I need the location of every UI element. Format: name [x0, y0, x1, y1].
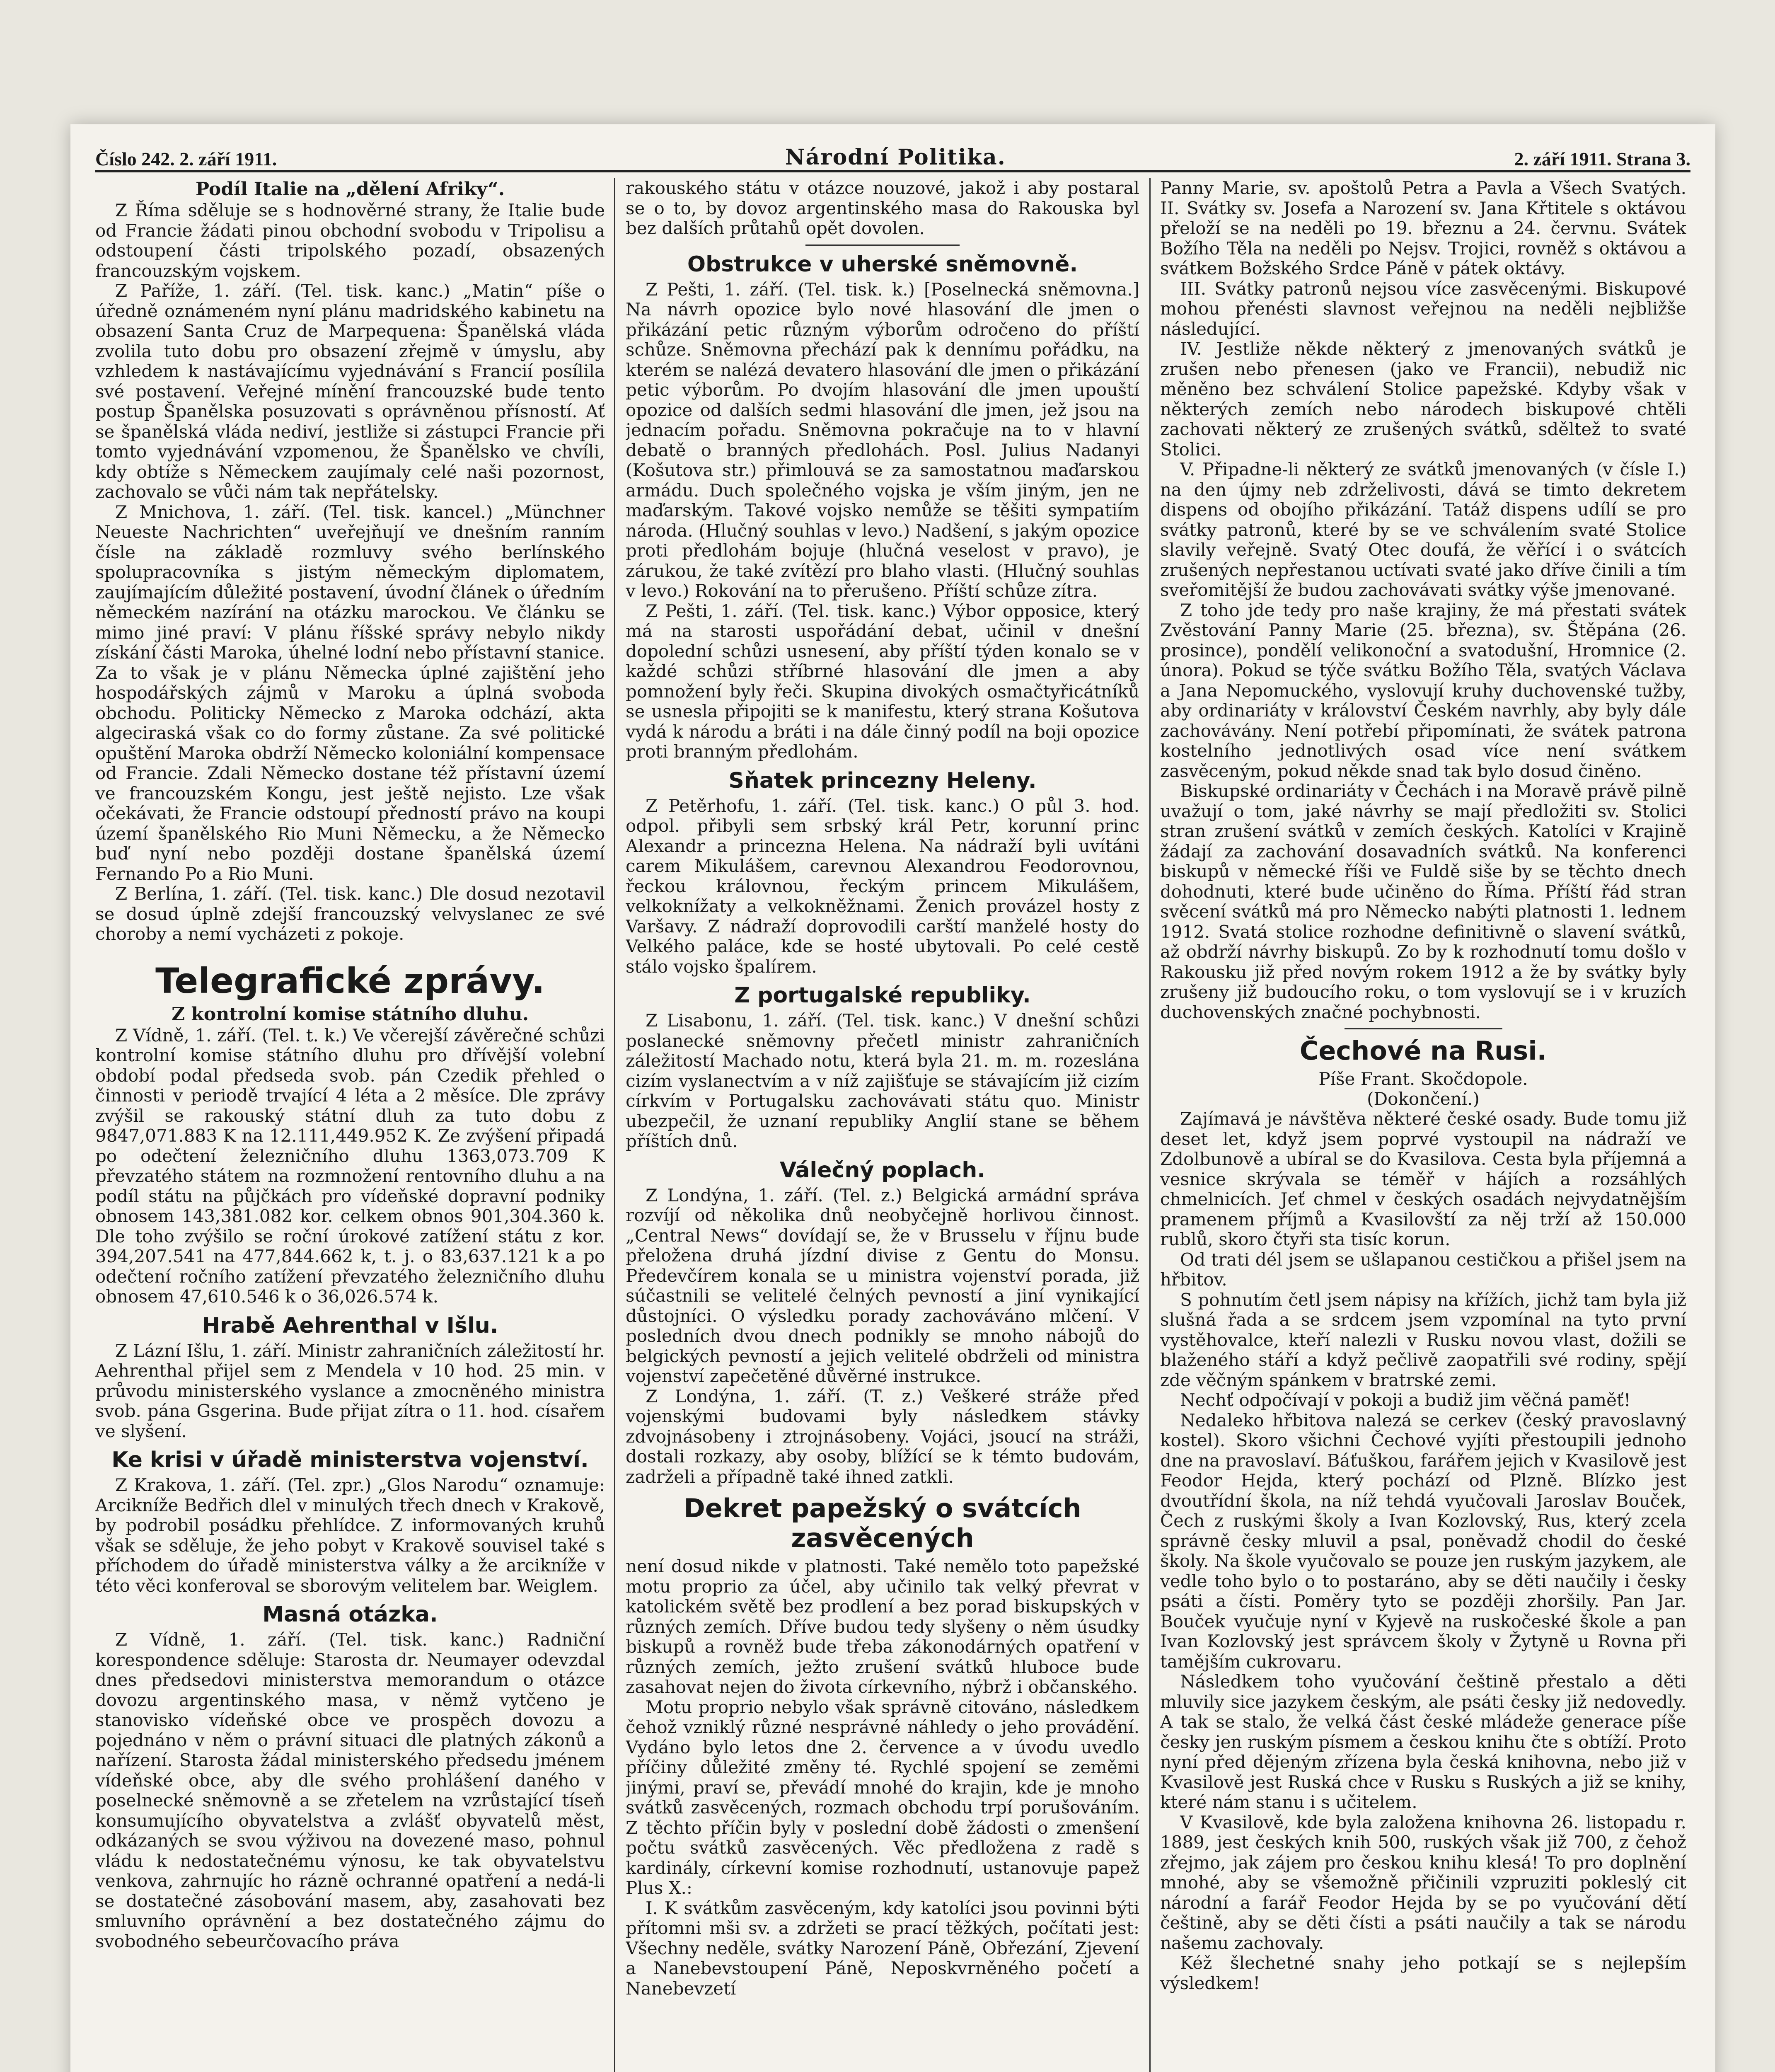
article-heading: Podíl Italie na „dělení Afriky“. — [195, 179, 505, 200]
article-paragraph: Nedaleko hřbitova nalezá se cerkev (český pravoslavný kostel). Skoro všichni Čechové vyjíti přestoupili jednoho dne na pravoslaví. Báťuškou, farářem jejich v Kvasilově jest Feodor Hejda, který pochází od Plzně. Blízko jest dvoutřídní škola, na níž tehdá vyučovali Jaroslav Bouček, Čech z ruskými školy a Ivan Kozlovský, Rus, který zcela správně česky mluvil a psal, poněvadž chodil do české školy. Na škole vyučovalo se pouze jen ruským jazykem, ale vedle toho bylo o to postaráno, aby se děti naučily i česky psáti a čísti. Poměry tyto se později zhoršily. Pan Jar. Bouček vyučuje nyní v Kyjevě na ruskočeské škole a pan Ivan Kozlovský jest správcem školy v Žytyně u Rovna při tamějším cukrovaru. — [1160, 1410, 1686, 1672]
page-header — [95, 141, 1690, 172]
column-1 — [95, 178, 605, 2072]
article-paragraph: Z Paříže, 1. září. (Tel. tisk. kanc.) „Matin“ píše o úředně oznámeném nyní plánu madridského kabinetu na obsazení Santa Cruz de Marpequena: Španělská vláda zvolila tuto dobu pro obsazení zřejmě v úmyslu, aby vzhledem k nastávajícímu vyjednávání s Francií posílila své postavení. Veřejné mínění francouzské bude tento postup Španělska posuzovati s oprávněnou přísností. Ať se španělská vláda nediví, jestliže si zástupci Francie při tomto vyjednávání vzpomenou, že Španělsko ve chvíli, kdy obtíže s Německem zaujímaly celé naši pozornost, zachovalo se vůči nám tak nepřátelsky. — [95, 281, 605, 502]
article-paragraph: IV. Jestliže někde některý z jmenovaných svátků je zrušen nebo přenesen (jako ve Francii), nebudiž nic měněno bez schválení Stolice papežské. Kdyby však v některých zemích nebo národech biskupové chtěli zachovati některý ze zrušených svátků, sděltež to svaté Stolici. — [1160, 339, 1686, 460]
article-paragraph: Z Pešti, 1. září. (Tel. tisk. kanc.) Výbor opposice, který má na starosti uspořádání debat, učinil v dnešní dopolední schůzi usnesení, aby příští týden konalo se v každé schůzi stříbrné hlasování dle jmen a aby pomnožení byly řeči. Skupina divokých osmačtyřicátníků se usnesla připojiti se k manifestu, který strana Košutova vydá k národu a bráti i na dále činný podíl na boji opozice proti branným předlohám. — [626, 600, 1139, 762]
article-paragraph: Z Krakova, 1. září. (Tel. zpr.) „Glos Narodu“ oznamuje: Arcikníže Bedřich dlel v minulých třech dnech v Krakově, by podrobil posádku přehlídce. Z informovaných kruhů však se sděluje, že jeho pobyt v Krakově souvisel také s příchodem do úřadě ministerstva války a že arcikníže v této věci konferoval se sborovým velitelem bar. Weiglem. — [95, 1475, 605, 1596]
article-paragraph: Z Vídně, 1. září. (Tel. tisk. kanc.) Radniční korespondence sděluje: Starosta dr. Neumayer odevzdal dnes předsedovi ministerstva memorandum o otázce dovozu argentinského masa, v němž vytčeno je stanovisko vídeňské obce ve prospěch dovozu a pojednáno v něm o právní situaci dle platných zákonů a nařízení. Starosta žádal ministerského předsedu jménem vídeňské obce, aby dle svého prohlášení daného v poselnecké sněmovně a se zřetelem na vzrůstající tíseň konsumujícího obyvatelstva a zvlášť obyvatelů měst, odkázaných se svou výživou na dovezené maso, pohnul vládu k nedostatečnému výnosu, ke tak obyvatelstvu venkova, zahrnujíc ho rázně ochranné opatření a nedá-li se dostatečné zásobování masem, aby, zasahovati bez smluvního oprávnění a bez dostatečného zájmu do svobodného sebeurčovacího práva — [95, 1629, 605, 1951]
article-paragraph: Zajímavá je návštěva některé české osady. Bude tomu již deset let, když jsem poprvé vystoupil na nádraží ve Zdolbunově a ubíral se do Kvasilova. Cesta byla příjemná a vesnice skrývala se téměř v hájích a rozsáhlých chmelnicích. Jeť chmel v českých osadách nejvydatnějším pramenem příjmů a Kvasilovští za něj trží až 150.000 rublů, skoro čtyři sta tisíc korun. — [1160, 1109, 1686, 1249]
article-paragraph: V. Připadne-li některý ze svátků jmenovaných (v čísle I.) na den újmy neb zdrželivosti, dává se timto dekretem dispens od obojího přikázání. Tatáž dispens udílí se pro svátky patronů, které by se ve schválením svaté Stolice slavily veřejně. Svatý Otec doufá, že věřící i o svátcích zrušených nepřestanou uctívati svaté jako dříve činili a tím sveřomitější že budou zachovávati svátky výše jmenované. — [1160, 459, 1686, 600]
article-paragraph: Panny Marie, sv. apoštolů Petra a Pavla a Všech Svatých. II. Svátky sv. Josefa a Narození sv. Jana Křtitele s oktávou přeloží se na neděli po 19. březnu a 24. červnu. Svátek Božího Těla na neděli po Nejsv. Trojici, rovněž s oktávou a svátkem Božského Srdce Páně v pátek oktávy. — [1160, 178, 1686, 278]
article-paragraph: není dosud nikde v platnosti. Také nemělo toto papežské motu proprio za účel, aby učinilo tak velký převrat v katolickém světě bez prodlení a bez porad biskupských v různých zemích. Dříve budou tedy slyšeny o něm úsudky biskupů a rovněž bude třeba zákonodárných opatření v různých zemích, ježto zrušení svátků hluboce bude zasahovat nejen do života církevního, nýbrž i občanského. — [626, 1556, 1139, 1697]
article-heading: Dekret papežský o svátcích zasvěcených — [684, 1493, 1081, 1553]
article-heading: Čechové na Rusi. — [1299, 1036, 1547, 1066]
article-paragraph: Z Říma sděluje se s hodnověrné strany, že Italie bude od Francie žádati pinou obchodní svobodu v Tripolisu a odstoupení části tripolského pozadí, obsazených francouzským vojskem. — [95, 200, 605, 281]
article-heading: Ke krisi v úřadě ministerstva vojenství. — [111, 1447, 589, 1472]
byline-note: (Dokončení.) — [1367, 1089, 1480, 1109]
article-paragraph: Kéž šlechetné snahy jeho potkají se s nejlepším výsledkem! — [1160, 1953, 1686, 1993]
article-paragraph: Následkem toho vyučování češtině přestalo a děti mluvily sice jazykem českým, ale psáti česky již nedovedly. A tak se stalo, že velká část české mládeže generace píše česky jen ruským písmem a českou knihu čte s obtíží. Proto nyní před dějeným zřízena byla česká knihovna, nebo již v Kvasilově jest Ruská chce v Rusku s Ruských a již se knihy, které nám stanu i s učitelem. — [1160, 1671, 1686, 1812]
article-paragraph: Nechť odpočívají v pokoji a budiž jim věčná paměť! — [1180, 1390, 1631, 1410]
article-heading: Sňatek princezny Heleny. — [728, 768, 1037, 793]
article-paragraph: Z Londýna, 1. září. (T. z.) Veškeré stráže před vojenskými budovami byly následkem stávky zdvojnásobeny i ztrojnásobeny. Vojáci, jsoucí na stráži, dostali rozkazy, aby osoby, blížící se k témto budovám, zadrželi a případně také ihned zatkli. — [626, 1386, 1139, 1487]
article-paragraph: I. K svátkům zasvěceným, kdy katolíci jsou povinni býti přítomni mši sv. a zdržeti se prací těžkých, počítati jest: Všechny neděle, svátky Narození Páně, Obřezání, Zjevení a Nanebevstoupení Páně, Neposkvrněného početí a Nanebevzetí — [626, 1898, 1139, 1999]
article-heading: Z kontrolní komise státního dluhu. — [171, 1003, 529, 1025]
article-paragraph: Z Berlína, 1. září. (Tel. tisk. kanc.) Dle dosud nezotavil se dosud úplně zdejší francouzský velvyslanec ze své choroby a nemí vycházeti z pokoje. — [95, 884, 605, 944]
masthead-title: Národní Politika. — [785, 145, 1006, 170]
article-heading: Hrabě Aehrenthal v Išlu. — [202, 1313, 498, 1338]
article-paragraph: Z Vídně, 1. září. (Tel. t. k.) Ve včerejší závěrečné schůzi kontrolní komise státního dluhu pro dřívější volební období podal předseda svob. pán Czedik přehled o činnosti v periodě trvající 4 léta a 2 měsíce. Dle zprávy zvýšil se rakouský státní dluh za tuto dobu z 9847,071.883 K na 12.111,449.952 K. Ze zvýšení připadá po odečtení železničního dluhu 1363,073.709 K převzatého státem na rozmnožení rentovního dluhu a na podíl státu na půjčkách pro vídeňské dopravní podniky obnosem 143,381.082 kor. celkem obnos 901,304.360 k. Dle toho zvýšilo se roční úrokové zatížení státu z kor. 394,207.541 na 477,844.662 k, t. j. o 83,637.121 k a po odečtení ročního zatížení převzatého železničního dluhu obnosem 47,610.546 k o 36,026.574 k. — [95, 1025, 605, 1307]
column-3 — [1160, 178, 1686, 2072]
article-paragraph: Z Mnichova, 1. září. (Tel. tisk. kancel.) „Münchner Neueste Nachrichten“ uveřejňují ve dnešním ranním čísle na základě rozmluvy svého berlínského spolupracovníka s jistým německým diplomatem, zaujímajícím důležité postavení, úvodní článek o úředním německém nazírání na otázku marockou. Ve článku se mimo jiné praví: V plánu říšské správy nebylo nikdy získání části Maroka, úhelné lodní nebo přístavní stanice. Za to však je v plánu Německa úplné zajištění jeho hospodářských zájmů v Maroku a úplná svoboda obchodu. Politicky Německo z Maroka odchází, akta algeciraská však co do formy zůstane. Za své politické opuštění Maroka obdrží Německo koloniální kompensace od Francie. Zdali Německo dostane též přístavní území ve francouzském Kongu, jest ještě nejisto. Lze však očekávati, že Francie odstoupí předností právo na koupi území španělského Rio Muni Německu, a že Německo buď nyní nebo později dostane španělská území Fernando Po a Rio Muni. — [95, 501, 605, 884]
article-heading: Válečný poplach. — [779, 1157, 986, 1183]
section-heading: Telegrafické zprávy. — [155, 960, 545, 1001]
article-heading: Obstrukce v uherské sněmovně. — [687, 252, 1078, 277]
byline: Píše Frant. Skočdopole. — [1318, 1069, 1528, 1089]
page-info: 2. září 1911. Strana 3. — [1514, 148, 1690, 169]
article-paragraph: V Kvasilově, kde byla založena knihovna 26. listopadu r. 1889, jest českých knih 500, ruských však již 700, z čehož zřejmo, jak zájem pro českou knihu klesá! To pro doplnění mnohé, aby se všemožně přičinili vzpruziti pokleslý cit národní a farář Feodor Hejda by se po vyučování dětí češtině, aby se děti čísti a psáti naučily a tak se národu našemu zachovaly. — [1160, 1812, 1686, 1953]
article-paragraph: Z Lázní Išlu, 1. září. Ministr zahraničních záležitostí hr. Aehrenthal přijel sem z Mendela v 10 hod. 25 min. v průvodu ministerského vyslance a zmocněného ministra svob. pána Gsgerina. Bude přijat zítra o 11. hod. císařem ve slyšení. — [95, 1340, 605, 1441]
article-paragraph: III. Svátky patronů nejsou více zasvěcenými. Biskupové mohou přenésti slavnost veřejnou na neděli nejbližše následující. — [1160, 278, 1686, 339]
divider — [805, 244, 960, 246]
issue-info: Číslo 242. 2. září 1911. — [95, 148, 277, 169]
article-paragraph: Z Londýna, 1. září. (Tel. z.) Belgická armádní správa rozvíjí od několika dnů neobyčejně horlivou činnost. „Central News“ dovídají se, že v Brusselu v říjnu bude přeložena druhá jízdní divise z Gentu do Monsu. Předevčírem konala se u ministra vojenství porada, již súčastnili se velitelé čelných pevností a jiní vynikající důstojníci. O výsledku porady zachováváno mlčení. V posledních dvou dnech podnikly se mnoho nábojů do belgických pevností a jejich velitelé obdrželi od ministra vojenství zapečetěné důvěrné instrukce. — [626, 1185, 1139, 1386]
column-rule — [1149, 178, 1151, 2072]
article-paragraph: Z toho jde tedy pro naše krajiny, že má přestati svátek Zvěstování Panny Marie (25. března), sv. Štěpána (26. prosince), pondělí velikonoční a svatodušní, Hromnice (2. února). Pokud se týče svátku Božího Těla, svatých Václava a Jana Nepomuckého, vyslovují kruhy duchovenské tužby, aby ordinariáty v království Českém navrhly, aby byly dále zachovávány. Není potřebí připomínati, že svátek patrona kostelního jednotlivých osad více není svátkem zasvěceným, pokud někde snad tak bylo dosud činěno. — [1160, 600, 1686, 781]
article-paragraph: Z Pešti, 1. září. (Tel. tisk. k.) [Poselnecká sněmovna.] Na návrh opozice bylo nové hlasování dle jmen o přikázání petic různým výborům odročeno do příští schůze. Sněmovna přechází pak k dennímu pořádku, na kterém se nalézá devatero hlasování dle jmen o přikázání petic výborům. Po dvojím hlasování dle jmen upouští opozice od dalších sedmi hlasování dle jmen, jež jsou na jednacím pořadu. Sněmovna pokračuje na to v hlavní debatě o branných předlohách. Posl. Julius Nadanyi (Košutova str.) přimlouvá se za samostatnou maďarskou armádu. Duch společného vojska je vším jiným, jen ne maďarským. Takové vojsko nemůže se těšiti sympatiím národa. (Hlučný souhlas v levo.) Nadšení, s jakým opozice proti předlohám bojuje (hlučná veselost v pravo), je zárukou, že také zvítězí pro blaho vlasti. (Hlučný souhlas v levo.) Rokování na to přerušeno. Příští schůze zítra. — [626, 279, 1139, 601]
article-paragraph: Z Petěrhofu, 1. září. (Tel. tisk. kanc.) O půl 3. hod. odpol. přibyli sem srbský král Petr, korunní princ Alexandr a princezna Helena. Na nádraží byli uvítáni carem Mikulášem, carevnou Alexandrou Feodorovnou, řeckou královnou, řeckým princem Mikulášem, velkoknížaty a velkokněžnami. Ženich provázel hosty z Varšavy. Z nádraží doprovodili carští manželé hosty do Velkého paláce, kde se hosté ubytovali. Po celé cestě stálo vojsko špalírem. — [626, 795, 1139, 977]
article-paragraph: S pohnutím četl jsem nápisy na křížích, jichž tam byla již slušná řada a se srdcem jsem vzpomínal na tyto první vystěhovalce, kteří nalezli v Rusku novou vlast, dožili se blaženého stáří a když pečlivě zaopatřili své rodiny, spějí zde věčným spánkem v bratrské zemi. — [1160, 1289, 1686, 1390]
article-paragraph: Motu proprio nebylo však správně citováno, následkem čehož vzniklý různé nesprávné náhledy o jeho provádění. Vydáno bylo letos dne 2. července a v úvodu uvedlo příčiny důležité změny té. Rychlé spojení se zeměmi jinými, praví se, převádí mnohé do krajin, kde je mnoho svátků zasvěcených, rozmach obchodu trpí porušováním. Z těchto příčin byly v poslední době žádosti o zmenšení počtu svátků zasvěcených. Věc předložena z radě s kardinály, církevní komise rozhodnutí, ustanovuje papež Plus X.: — [626, 1697, 1139, 1898]
article-paragraph: Biskupské ordinariáty v Čechách i na Moravě právě pilně uvažují o tom, jaké návrhy se mají předložiti sv. Stolici stran zrušení svátků v zemích českých. Katolíci v Krajině žádají za zachování dosavadních svátků. Na konferenci biskupů v německé říši ve Fuldě siše by se těchto dnech dohodnuti, které bude učiněno do Říma. Příští řád stran svěcení svátků má pro Německo nabýti platnosti 1. lednem 1912. Svatá stolice rozhodne definitivně o slavení svátků, až obdrží návrhy biskupů. Zo by k rozhodnutí tomu došlo v Rakousku již před novým rokem 1912 a že by svátky byly zrušeny již budoucího roku, o tom vyslovují se i v kruzích duchovenských značné pochybnosti. — [1160, 781, 1686, 1022]
newspaper-page — [70, 124, 1715, 2072]
article-heading: Masná otázka. — [262, 1602, 438, 1627]
column-2 — [626, 178, 1139, 2072]
article-paragraph: rakouského státu v otázce nouzové, jakož i aby postaral se o to, by dovoz argentinského masa do Rakouska byl bez dalších průtahů opět dovolen. — [626, 178, 1139, 238]
article-paragraph: Z Lisabonu, 1. září. (Tel. tisk. kanc.) V dnešní schůzi poslanecké sněmovny přečetl ministr zahraničních záležitostí Machado notu, která byla 21. m. m. rozeslána cizím vyslanectvím a v níž zajišťuje se stávajícím již cizím církvím v Portugalsku zachovávati státu quo. Ministr ubezpečil, že uznaní republiky Anglií stane se během příštích dnů. — [626, 1010, 1139, 1151]
column-rule — [614, 178, 615, 2072]
article-heading: Z portugalské republiky. — [734, 983, 1031, 1008]
divider — [1345, 1028, 1502, 1029]
article-paragraph: Od trati dél jsem se ušlapanou cestičkou a přišel jsem na hřbitov. — [1160, 1249, 1686, 1290]
